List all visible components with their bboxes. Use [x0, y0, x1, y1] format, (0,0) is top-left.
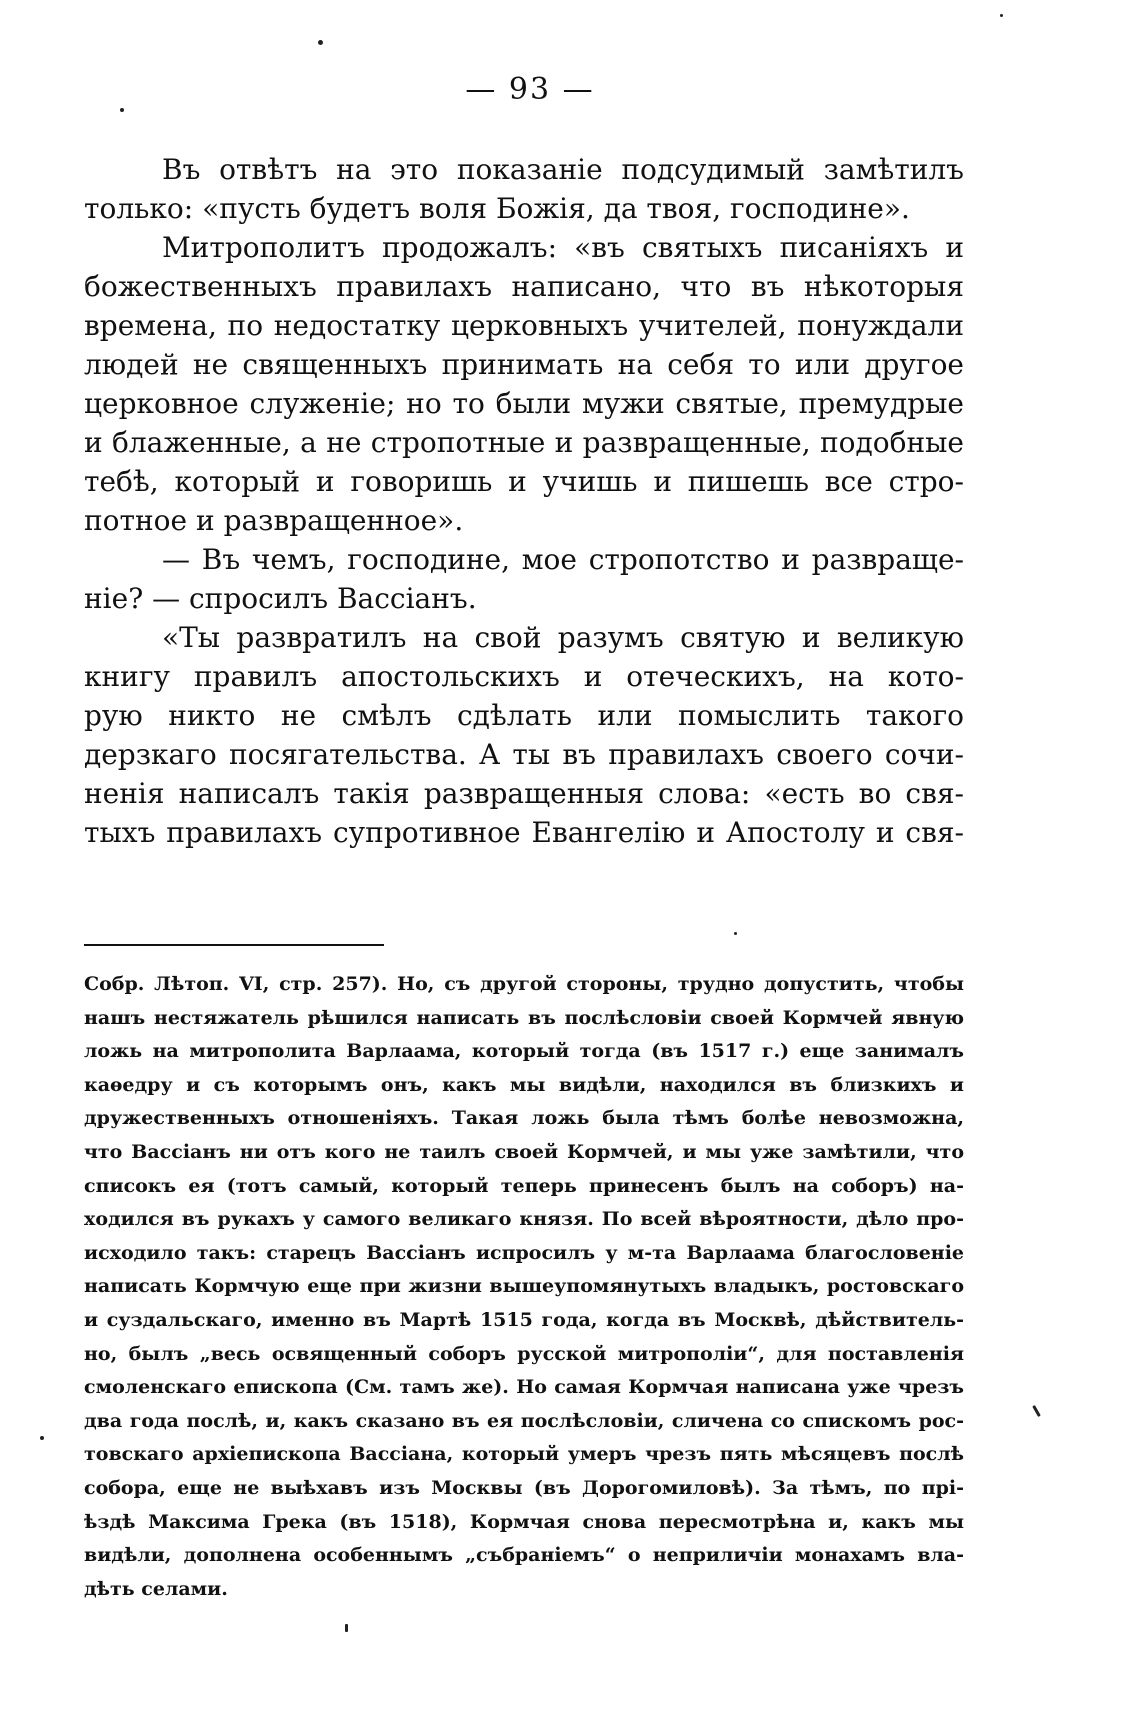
text-line: церковное служеніе; но то были мужи святые, премудрые — [84, 387, 964, 420]
text-line: Митрополитъ продожалъ: «въ святыхъ писаніяхъ и — [162, 231, 964, 264]
text-line: ненія написалъ такія развращенныя слова: «есть во свя- — [84, 777, 964, 810]
footnote-line: написать Кормчую еще при жизни вышеупомянутыхъ владыкъ, ростовскаго — [84, 1275, 964, 1298]
text-line: Въ отвѣтъ на это показаніе подсудимый замѣтилъ — [162, 153, 964, 186]
footnote-line: каѳедру и съ которымъ онъ, какъ мы видѣли, находился въ близкихъ и — [84, 1073, 964, 1096]
footnote-divider — [84, 944, 384, 946]
footnote-line: списокъ ея (тотъ самый, который теперь принесенъ былъ на соборъ) на- — [84, 1174, 964, 1197]
text-line: божественныхъ правилахъ написано, что въ нѣкоторыя — [84, 270, 964, 303]
footnote-line: два года послѣ, и, какъ сказано въ ея послѣсловіи, сличена со спискомъ рос- — [84, 1409, 964, 1432]
text-line: и блаженные, а не стропотные и развращенные, подобные — [84, 426, 964, 459]
scan-speck — [1000, 14, 1003, 17]
footnote-line: ходился въ рукахъ у самого великаго князя. По всей вѣроятности, дѣло про- — [84, 1208, 964, 1231]
footnote — [84, 968, 964, 1606]
scan-speck — [40, 1436, 44, 1440]
scan-speck — [345, 1624, 348, 1632]
footnote-line: товскаго архіепископа Вассіана, который умеръ чрезъ пять мѣсяцевъ послѣ — [84, 1443, 964, 1466]
footnote-line: ложь на митрополита Варлаама, который тогда (въ 1517 г.) еще занималъ — [84, 1040, 964, 1063]
footnote-line: исходило такъ: старецъ Вассіанъ испросилъ у м-та Варлаама благословеніе — [84, 1241, 964, 1264]
footnote-line: собора, еще не выѣхавъ изъ Москвы (въ Дорогомиловѣ). За тѣмъ, по прі- — [84, 1476, 964, 1499]
scan-speck — [734, 932, 737, 935]
scan-speck — [120, 108, 124, 112]
footnote-line: смоленскаго епископа (См. тамъ же). Но самая Кормчая написана уже чрезъ — [84, 1376, 964, 1399]
text-line: дерзкаго посягательства. А ты въ правилахъ своего сочи- — [84, 738, 964, 771]
text-line: времена, по недостатку церковныхъ учителей, понуждали — [84, 309, 964, 342]
text-line: тебѣ, который и говоришь и учишь и пишешь все стро- — [84, 465, 964, 498]
text-line: ніе? — спросилъ Вассіанъ. — [84, 582, 477, 615]
text-line: рую никто не смѣлъ сдѣлать или помыслить такого — [84, 699, 964, 732]
footnote-line: нашъ нестяжатель рѣшился написать въ послѣсловіи своей Кормчей явную — [84, 1006, 964, 1029]
text-line: — Въ чемъ, господине, мое стропотство и развраще- — [162, 543, 964, 576]
main-text — [84, 150, 964, 852]
scan-speck — [318, 40, 323, 45]
page-number: — 93 — — [465, 72, 595, 107]
footnote-line: ѣздѣ Максима Грека (въ 1518), Кормчая снова пересмотрѣна и, какъ мы — [84, 1510, 964, 1533]
text-line: «Ты развратилъ на свой разумъ святую и великую — [162, 621, 964, 654]
text-line: тыхъ правилахъ супротивное Евангелію и Апостолу и свя- — [84, 816, 964, 849]
footnote-line: видѣли, дополнена особеннымъ „събраніемъ“ о неприличіи монахамъ вла- — [84, 1544, 964, 1567]
footnote-line: что Вассіанъ ни отъ кого не таилъ своей Кормчей, и мы уже замѣтили, что — [84, 1140, 964, 1163]
footnote-line: и суздальскаго, именно въ Мартѣ 1515 года, когда въ Москвѣ, дѣйствитель- — [84, 1308, 964, 1331]
text-line: книгу правилъ апостольскихъ и отеческихъ, на кото- — [84, 660, 964, 693]
footnote-line: дружественныхъ отношеніяхъ. Такая ложь была тѣмъ болѣе невозможна, — [84, 1107, 964, 1130]
text-line: людей не священныхъ принимать на себя то или другое — [84, 348, 964, 381]
footnote-line: но, былъ „весь освященный соборъ русской митрополіи“, для поставленія — [84, 1342, 964, 1365]
scan-speck — [1032, 1405, 1041, 1417]
text-line: потное и развращенное». — [84, 504, 464, 537]
text-line: только: «пусть будетъ воля Божія, да твоя, господине». — [84, 192, 910, 225]
footnote-line: Собр. Лѣтоп. VI, стр. 257). Но, съ другой стороны, трудно допустить, чтобы — [84, 973, 964, 995]
footnote-line: дѣть селами. — [84, 1577, 228, 1600]
